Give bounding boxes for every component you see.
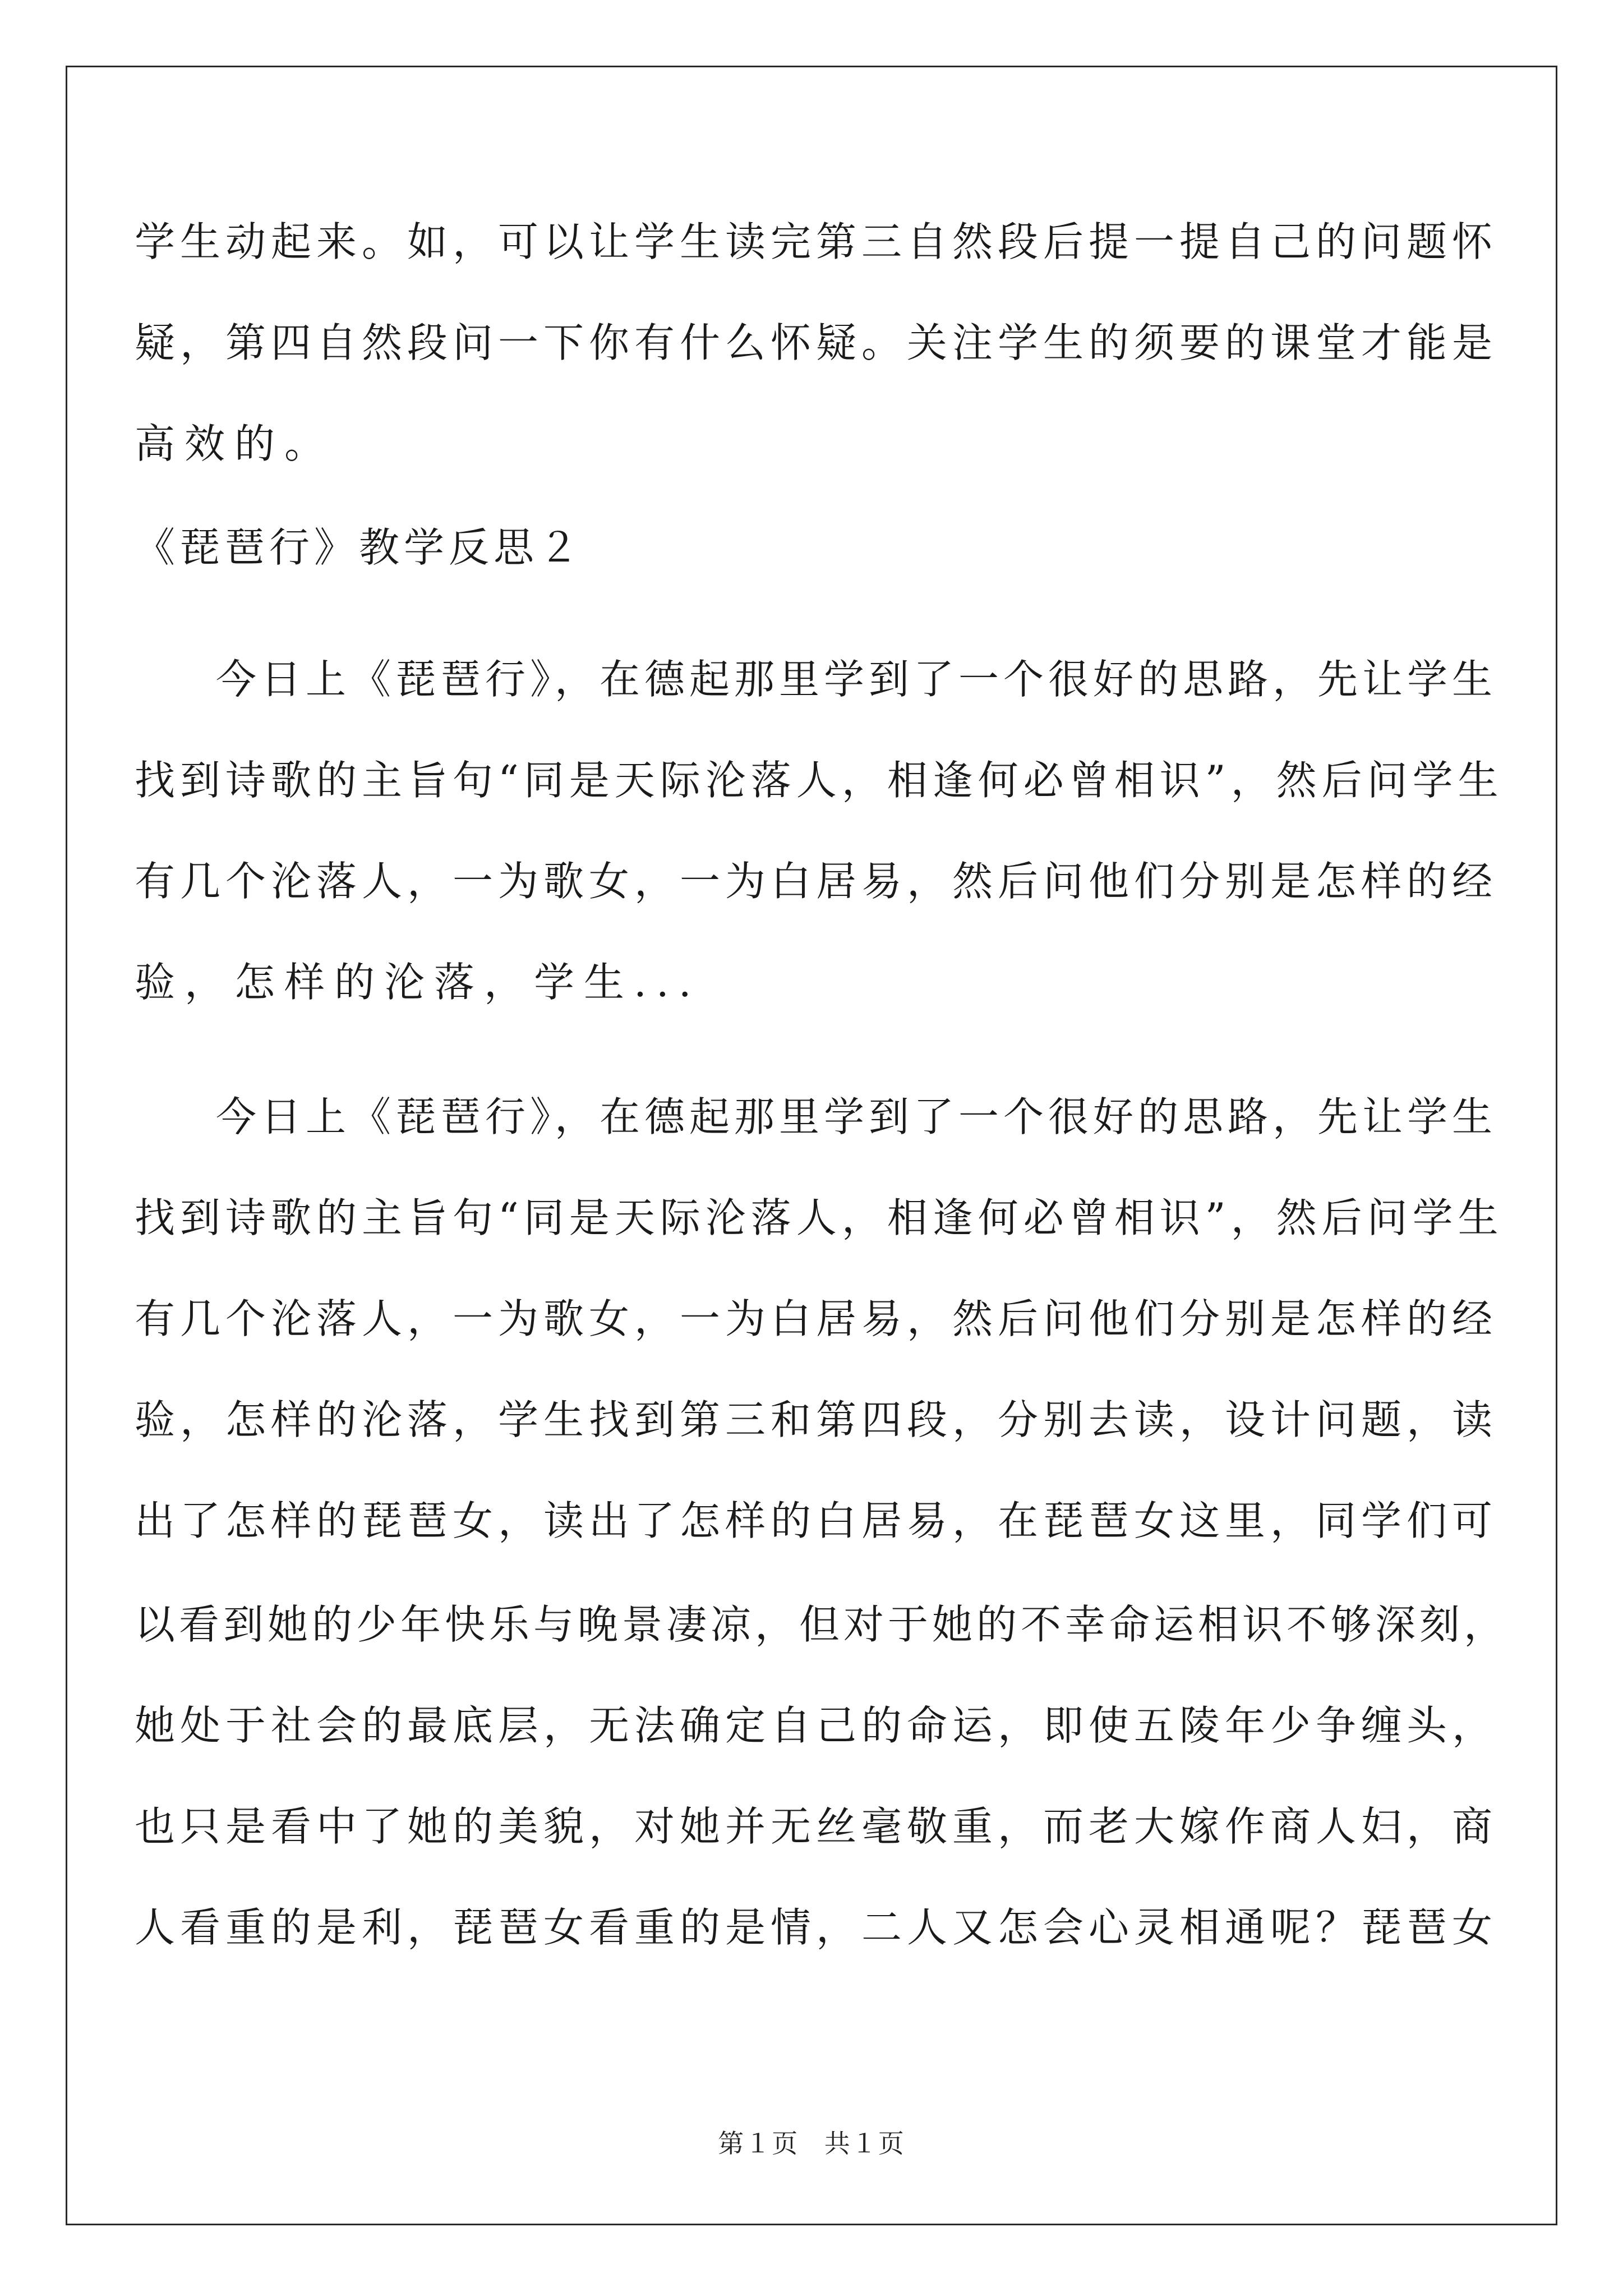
text-line: 出了怎样的琵琶女，读出了怎样的白居易，在琵琶女这里，同学们可 <box>135 1497 1498 1544</box>
page-total: 共１页 <box>824 2129 905 2158</box>
text-line: 学生动起来。如，可以让学生读完第三自然段后提一提自己的问题怀 <box>135 218 1498 265</box>
text-line: 有几个沦落人，一为歌女，一为白居易，然后问他们分别是怎样的经 <box>135 1295 1498 1342</box>
text-line: 人看重的是利，琵琶女看重的是情，二人又怎会心灵相通呢？琵琶女 <box>135 1904 1498 1951</box>
text-line: 今日上《琵琶行》，在德起那里学到了一个很好的思路，先让学生 <box>216 1093 1497 1140</box>
text-line: 高效的。 <box>135 420 335 467</box>
text-line: 找到诗歌的主旨句“同是天际沦落人，相逢何必曾相识”，然后问学生 <box>135 757 1504 804</box>
page-footer <box>0 2123 1623 2160</box>
text-line: 今日上《琵琶行》，在德起那里学到了一个很好的思路，先让学生 <box>216 656 1497 703</box>
text-line: 她处于社会的最底层，无法确定自己的命运，即使五陵年少争缠头， <box>135 1702 1498 1749</box>
text-line: 有几个沦落人，一为歌女，一为白居易，然后问他们分别是怎样的经 <box>135 858 1498 905</box>
text-line: 找到诗歌的主旨句“同是天际沦落人，相逢何必曾相识”，然后问学生 <box>135 1194 1504 1241</box>
text-line: 验，怎样的沦落，学生... <box>135 959 701 1006</box>
page-number: 第１页 <box>718 2129 799 2158</box>
page-border <box>66 66 1557 2225</box>
text-line: 以看到她的少年快乐与晚景凄凉，但对于她的不幸命运相识不够深刻， <box>135 1601 1509 1648</box>
text-line: 验，怎样的沦落，学生找到第三和第四段，分别去读，设计问题，读 <box>135 1396 1498 1443</box>
section-heading: 《琵琶行》教学反思２ <box>135 524 584 571</box>
text-line: 也只是看中了她的美貌，对她并无丝毫敬重，而老大嫁作商人妇，商 <box>135 1803 1498 1850</box>
text-line: 疑，第四自然段问一下你有什么怀疑。关注学生的须要的课堂才能是 <box>135 319 1498 366</box>
